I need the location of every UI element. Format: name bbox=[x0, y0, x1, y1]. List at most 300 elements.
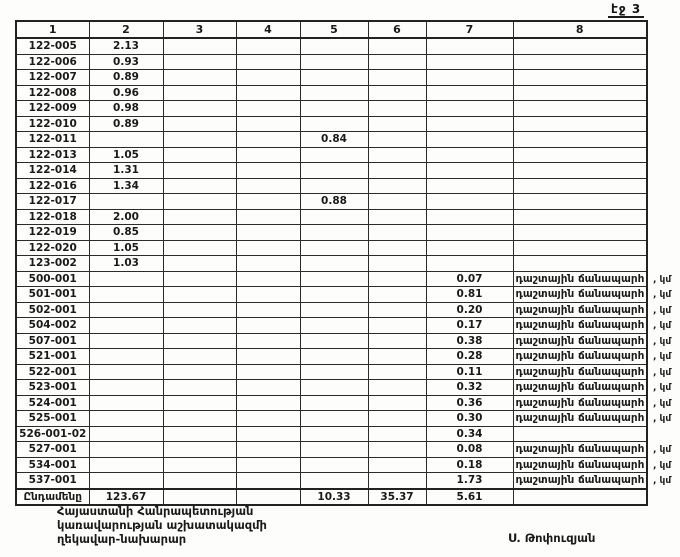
cell-c4 bbox=[236, 116, 300, 132]
cell-c5 bbox=[300, 302, 368, 318]
cell-c8 bbox=[513, 38, 647, 54]
cell-c3 bbox=[163, 442, 236, 458]
cell-c6 bbox=[368, 411, 426, 427]
cell-c2 bbox=[89, 473, 163, 489]
cell-c8 bbox=[513, 349, 672, 365]
cell-c4 bbox=[236, 54, 300, 70]
unit-suffix: , կմ bbox=[653, 367, 672, 378]
cell-c6 bbox=[368, 147, 426, 163]
total-cell-c6: 35.37 bbox=[368, 489, 426, 506]
table-row bbox=[16, 287, 647, 303]
cell-c5 bbox=[300, 178, 368, 194]
cell-c6 bbox=[368, 240, 426, 256]
cell-c3 bbox=[163, 256, 236, 272]
cell-c4 bbox=[236, 473, 300, 489]
cell-c6 bbox=[368, 225, 426, 241]
column-header: 3 bbox=[163, 21, 236, 38]
unit-suffix: , կմ bbox=[653, 290, 672, 300]
cell-c7 bbox=[426, 209, 513, 225]
cell-c1: 122-010 bbox=[16, 116, 89, 132]
cell-c8 bbox=[513, 240, 647, 256]
cell-c1: 504-002 bbox=[16, 318, 89, 334]
cell-c3 bbox=[163, 116, 236, 132]
cell-c2: 0.85 bbox=[89, 225, 163, 241]
cell-c6 bbox=[368, 442, 426, 458]
cell-c5 bbox=[300, 349, 368, 365]
cell-c5 bbox=[300, 225, 368, 241]
cell-c5 bbox=[300, 411, 368, 427]
unit-suffix: , կմ bbox=[653, 321, 672, 331]
cell-c8 bbox=[513, 395, 672, 411]
cell-c2: 2.13 bbox=[89, 38, 163, 54]
cell-c2 bbox=[89, 395, 163, 411]
cell-c7: 0.20 bbox=[426, 302, 513, 318]
cell-c5 bbox=[300, 70, 368, 86]
cell-c1: 522-001 bbox=[16, 364, 89, 380]
cell-c4 bbox=[236, 318, 300, 334]
cell-c8 bbox=[513, 70, 647, 86]
cell-c3 bbox=[163, 70, 236, 86]
total-cell-c8 bbox=[513, 489, 647, 506]
table-row bbox=[16, 380, 647, 396]
cell-c1: 523-001 bbox=[16, 380, 89, 396]
table-row bbox=[16, 85, 647, 101]
cell-c2: 1.05 bbox=[89, 147, 163, 163]
cell-c7 bbox=[426, 38, 513, 54]
cell-c4 bbox=[236, 256, 300, 272]
unit-suffix: , կմ bbox=[653, 460, 672, 471]
cell-c2 bbox=[89, 302, 163, 318]
cell-c7: 0.17 bbox=[426, 318, 513, 334]
cell-c3 bbox=[163, 333, 236, 349]
column-header: 1 bbox=[16, 21, 89, 38]
total-cell-c1: Ընդամենը bbox=[16, 489, 89, 506]
cell-c2 bbox=[89, 380, 163, 396]
road-type-text: դաշտային ճանապարհ bbox=[515, 396, 645, 409]
table-header bbox=[16, 21, 647, 38]
cell-c2: 0.93 bbox=[89, 54, 163, 70]
cell-c2 bbox=[89, 442, 163, 458]
cell-c4 bbox=[236, 333, 300, 349]
cell-c7 bbox=[426, 256, 513, 272]
cell-c1: 122-013 bbox=[16, 147, 89, 163]
table-row bbox=[16, 178, 647, 194]
table-row bbox=[16, 457, 647, 473]
cell-c6 bbox=[368, 54, 426, 70]
cell-c4 bbox=[236, 147, 300, 163]
cell-c2: 2.00 bbox=[89, 209, 163, 225]
table-row bbox=[16, 209, 647, 225]
cell-c7 bbox=[426, 178, 513, 194]
cell-c1: 507-001 bbox=[16, 333, 89, 349]
cell-c4 bbox=[236, 194, 300, 210]
cell-c3 bbox=[163, 457, 236, 473]
cell-c6 bbox=[368, 395, 426, 411]
cell-c2: 0.89 bbox=[89, 70, 163, 86]
cell-c6 bbox=[368, 163, 426, 179]
road-type-text: դաշտային ճանապարհ bbox=[515, 303, 645, 316]
cell-c6 bbox=[368, 271, 426, 287]
cell-c4 bbox=[236, 411, 300, 427]
cell-c7 bbox=[426, 194, 513, 210]
cell-c5 bbox=[300, 38, 368, 54]
cell-c8 bbox=[513, 209, 647, 225]
cell-c1: 500-001 bbox=[16, 271, 89, 287]
cell-c2: 1.31 bbox=[89, 163, 163, 179]
table-row bbox=[16, 225, 647, 241]
table-row bbox=[16, 271, 647, 287]
cell-c7: 0.34 bbox=[426, 426, 513, 442]
table-row bbox=[16, 333, 647, 349]
cell-c7: 0.36 bbox=[426, 395, 513, 411]
cell-c4 bbox=[236, 178, 300, 194]
cell-c4 bbox=[236, 209, 300, 225]
cell-c4 bbox=[236, 457, 300, 473]
cell-c1: 122-017 bbox=[16, 194, 89, 210]
cell-c4 bbox=[236, 85, 300, 101]
cell-c6 bbox=[368, 333, 426, 349]
cell-c4 bbox=[236, 364, 300, 380]
cell-c2 bbox=[89, 287, 163, 303]
cell-c7: 0.07 bbox=[426, 271, 513, 287]
cell-c4 bbox=[236, 380, 300, 396]
footer-line: ղեկավար-նախարար bbox=[57, 532, 187, 546]
unit-suffix: , կմ bbox=[653, 414, 672, 424]
cell-c5 bbox=[300, 271, 368, 287]
table-row bbox=[16, 54, 647, 70]
unit-suffix: , կմ bbox=[653, 476, 672, 486]
cell-c8 bbox=[513, 101, 647, 117]
cell-c5 bbox=[300, 333, 368, 349]
cell-c8 bbox=[513, 271, 672, 287]
cell-c7: 0.32 bbox=[426, 380, 513, 396]
table-row bbox=[16, 70, 647, 86]
cell-c3 bbox=[163, 38, 236, 54]
cell-c5 bbox=[300, 442, 368, 458]
cell-c5 bbox=[300, 457, 368, 473]
cell-c4 bbox=[236, 132, 300, 148]
cell-c7 bbox=[426, 163, 513, 179]
table-row bbox=[16, 411, 647, 427]
cell-c3 bbox=[163, 302, 236, 318]
table-row bbox=[16, 132, 647, 148]
cell-c3 bbox=[163, 54, 236, 70]
cell-c7 bbox=[426, 132, 513, 148]
cell-c8 bbox=[513, 85, 647, 101]
road-type-text: դաշտային ճանապարհ bbox=[515, 458, 645, 471]
cell-c1: 524-001 bbox=[16, 395, 89, 411]
cell-c1: 521-001 bbox=[16, 349, 89, 365]
unit-suffix: , կմ bbox=[653, 274, 672, 285]
table-row bbox=[16, 116, 647, 132]
cell-c3 bbox=[163, 178, 236, 194]
cell-c7: 0.30 bbox=[426, 411, 513, 427]
cell-c1: 122-016 bbox=[16, 178, 89, 194]
footer-title-block bbox=[57, 504, 267, 546]
cell-c3 bbox=[163, 147, 236, 163]
cell-c8 bbox=[513, 333, 672, 349]
unit-suffix: , կմ bbox=[653, 352, 672, 362]
cell-c4 bbox=[236, 395, 300, 411]
cell-c8 bbox=[513, 163, 647, 179]
cell-c8 bbox=[513, 54, 647, 70]
cell-c1: 527-001 bbox=[16, 442, 89, 458]
cell-c3 bbox=[163, 473, 236, 489]
cell-c6 bbox=[368, 426, 426, 442]
cell-c1: 122-006 bbox=[16, 54, 89, 70]
cell-c7 bbox=[426, 147, 513, 163]
cell-c2 bbox=[89, 457, 163, 473]
table-row bbox=[16, 240, 647, 256]
cell-c1: 502-001 bbox=[16, 302, 89, 318]
cell-c7 bbox=[426, 54, 513, 70]
cell-c7: 0.11 bbox=[426, 364, 513, 380]
cell-c6 bbox=[368, 287, 426, 303]
cell-c5 bbox=[300, 147, 368, 163]
cell-c3 bbox=[163, 194, 236, 210]
cell-c2 bbox=[89, 132, 163, 148]
cell-c6 bbox=[368, 38, 426, 54]
cell-c2: 1.03 bbox=[89, 256, 163, 272]
cell-c5 bbox=[300, 85, 368, 101]
cell-c5 bbox=[300, 163, 368, 179]
unit-suffix: , կմ bbox=[653, 445, 672, 455]
cell-c1: 526-001-02 bbox=[16, 426, 89, 442]
cell-c4 bbox=[236, 101, 300, 117]
cell-c8 bbox=[513, 287, 672, 303]
cell-c3 bbox=[163, 85, 236, 101]
road-type-text: դաշտային ճանապարհ bbox=[515, 381, 645, 394]
cell-c6 bbox=[368, 473, 426, 489]
cell-c3 bbox=[163, 380, 236, 396]
cell-c1: 122-009 bbox=[16, 101, 89, 117]
cell-c3 bbox=[163, 209, 236, 225]
cell-c6 bbox=[368, 318, 426, 334]
column-header: 5 bbox=[300, 21, 368, 38]
road-type-text: դաշտային ճանապարհ bbox=[515, 288, 645, 301]
table-row bbox=[16, 318, 647, 334]
road-type-text: դաշտային ճանապարհ bbox=[515, 319, 645, 332]
unit-suffix: , կմ bbox=[653, 336, 672, 347]
cell-c5 bbox=[300, 101, 368, 117]
cell-c6 bbox=[368, 194, 426, 210]
unit-suffix: , կմ bbox=[653, 398, 672, 409]
road-type-text: դաշտային ճանապարհ bbox=[515, 443, 645, 456]
table-row bbox=[16, 426, 647, 442]
cell-c5 bbox=[300, 287, 368, 303]
cell-c3 bbox=[163, 318, 236, 334]
cell-c8 bbox=[513, 426, 647, 442]
cell-c8 bbox=[513, 380, 672, 396]
cell-c6 bbox=[368, 364, 426, 380]
cell-c5 bbox=[300, 395, 368, 411]
cell-c1: 122-005 bbox=[16, 38, 89, 54]
cell-c1: 122-019 bbox=[16, 225, 89, 241]
cell-c6 bbox=[368, 302, 426, 318]
column-header: 7 bbox=[426, 21, 513, 38]
cell-c5: 0.84 bbox=[300, 132, 368, 148]
table-row bbox=[16, 364, 647, 380]
cell-c2: 0.98 bbox=[89, 101, 163, 117]
cell-c7 bbox=[426, 240, 513, 256]
cell-c4 bbox=[236, 287, 300, 303]
cell-c8 bbox=[513, 473, 672, 489]
cell-c3 bbox=[163, 395, 236, 411]
cell-c3 bbox=[163, 411, 236, 427]
cell-c6 bbox=[368, 380, 426, 396]
cell-c3 bbox=[163, 271, 236, 287]
cell-c1: 537-001 bbox=[16, 473, 89, 489]
cell-c7 bbox=[426, 85, 513, 101]
table-row bbox=[16, 349, 647, 365]
cell-c7: 1.73 bbox=[426, 473, 513, 489]
table-row bbox=[16, 101, 647, 117]
table-row bbox=[16, 38, 647, 54]
cell-c1: 501-001 bbox=[16, 287, 89, 303]
cell-c4 bbox=[236, 426, 300, 442]
cell-c7 bbox=[426, 101, 513, 117]
cell-c2 bbox=[89, 349, 163, 365]
cell-c8 bbox=[513, 302, 672, 318]
cell-c6 bbox=[368, 85, 426, 101]
cell-c5 bbox=[300, 240, 368, 256]
cell-c4 bbox=[236, 349, 300, 365]
cell-c4 bbox=[236, 302, 300, 318]
cell-c8 bbox=[513, 256, 647, 272]
footer-line: Հայաստանի Հանրապետության bbox=[57, 504, 254, 518]
cell-c4 bbox=[236, 442, 300, 458]
cell-c3 bbox=[163, 426, 236, 442]
cell-c8 bbox=[513, 116, 647, 132]
cell-c6 bbox=[368, 132, 426, 148]
cell-c3 bbox=[163, 101, 236, 117]
cell-c2: 1.34 bbox=[89, 178, 163, 194]
cell-c2 bbox=[89, 271, 163, 287]
table-row bbox=[16, 473, 647, 489]
header-row bbox=[16, 21, 647, 38]
cell-c4 bbox=[236, 70, 300, 86]
cell-c6 bbox=[368, 116, 426, 132]
cell-c5 bbox=[300, 473, 368, 489]
cell-c2: 0.96 bbox=[89, 85, 163, 101]
road-type-text: դաշտային ճանապարհ bbox=[515, 412, 645, 425]
table-row bbox=[16, 256, 647, 272]
cell-c4 bbox=[236, 163, 300, 179]
cell-c2 bbox=[89, 318, 163, 334]
cell-c7 bbox=[426, 225, 513, 241]
sheet-table bbox=[15, 20, 672, 506]
cell-c2 bbox=[89, 333, 163, 349]
cell-c8 bbox=[513, 457, 672, 473]
cell-c5 bbox=[300, 116, 368, 132]
total-cell-c2: 123.67 bbox=[89, 489, 163, 506]
cell-c5 bbox=[300, 256, 368, 272]
cell-c1: 122-007 bbox=[16, 70, 89, 86]
cell-c2 bbox=[89, 411, 163, 427]
table-row bbox=[16, 442, 647, 458]
road-type-text: դաշտային ճանապարհ bbox=[515, 350, 645, 363]
cell-c7 bbox=[426, 116, 513, 132]
cell-c7: 0.28 bbox=[426, 349, 513, 365]
cell-c7: 0.38 bbox=[426, 333, 513, 349]
cell-c6 bbox=[368, 70, 426, 86]
cell-c4 bbox=[236, 225, 300, 241]
cell-c5 bbox=[300, 426, 368, 442]
cell-c6 bbox=[368, 209, 426, 225]
cell-c1: 122-008 bbox=[16, 85, 89, 101]
cell-c3 bbox=[163, 240, 236, 256]
cell-c6 bbox=[368, 256, 426, 272]
cell-c2: 1.05 bbox=[89, 240, 163, 256]
column-header: 6 bbox=[368, 21, 426, 38]
column-header: 8 bbox=[513, 21, 647, 38]
table-row bbox=[16, 395, 647, 411]
cell-c4 bbox=[236, 38, 300, 54]
cell-c3 bbox=[163, 349, 236, 365]
cell-c1: 122-018 bbox=[16, 209, 89, 225]
cell-c8 bbox=[513, 194, 647, 210]
cell-c3 bbox=[163, 132, 236, 148]
unit-suffix: , կմ bbox=[653, 305, 672, 316]
table-row bbox=[16, 302, 647, 318]
cell-c4 bbox=[236, 240, 300, 256]
column-header: 2 bbox=[89, 21, 163, 38]
cell-c8 bbox=[513, 364, 672, 380]
total-cell-c4 bbox=[236, 489, 300, 506]
table-row bbox=[16, 147, 647, 163]
cell-c1: 534-001 bbox=[16, 457, 89, 473]
table-row bbox=[16, 194, 647, 210]
cell-c6 bbox=[368, 457, 426, 473]
cell-c3 bbox=[163, 364, 236, 380]
cell-c8 bbox=[513, 411, 672, 427]
table-body bbox=[16, 38, 672, 505]
cell-c8 bbox=[513, 147, 647, 163]
cell-c3 bbox=[163, 163, 236, 179]
cell-c7: 0.18 bbox=[426, 457, 513, 473]
total-row bbox=[16, 489, 647, 506]
cell-c5 bbox=[300, 364, 368, 380]
cell-c1: 122-011 bbox=[16, 132, 89, 148]
cell-c8 bbox=[513, 132, 647, 148]
cell-c2 bbox=[89, 194, 163, 210]
cell-c3 bbox=[163, 225, 236, 241]
cell-c8 bbox=[513, 225, 647, 241]
table-row bbox=[16, 163, 647, 179]
unit-suffix: , կմ bbox=[653, 383, 672, 393]
cell-c8 bbox=[513, 178, 647, 194]
cell-c5 bbox=[300, 209, 368, 225]
cell-c6 bbox=[368, 349, 426, 365]
road-type-text: դաշտային ճանապարհ bbox=[515, 272, 645, 285]
road-type-text: դաշտային ճանապարհ bbox=[515, 334, 645, 347]
cell-c5 bbox=[300, 54, 368, 70]
footer-line: կառավարության աշխատակազմի bbox=[57, 518, 267, 532]
total-cell-c7: 5.61 bbox=[426, 489, 513, 506]
cell-c1: 122-014 bbox=[16, 163, 89, 179]
total-cell-c3 bbox=[163, 489, 236, 506]
cell-c8 bbox=[513, 442, 672, 458]
cell-c5 bbox=[300, 318, 368, 334]
cell-c5 bbox=[300, 380, 368, 396]
road-type-text: դաշտային ճանապարհ bbox=[515, 474, 645, 487]
page-number-label: էջ 3 bbox=[608, 2, 644, 18]
signatory-name: Ս. Թոփուզյան bbox=[508, 531, 596, 545]
cell-c1: 525-001 bbox=[16, 411, 89, 427]
cell-c6 bbox=[368, 178, 426, 194]
cell-c4 bbox=[236, 271, 300, 287]
cell-c1: 123-002 bbox=[16, 256, 89, 272]
